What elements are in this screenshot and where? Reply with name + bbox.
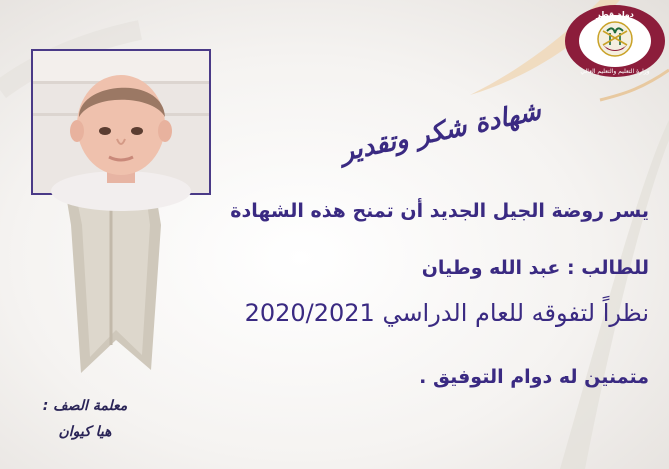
student-name-line: للطالب : عبد الله وطيان <box>421 257 649 279</box>
teacher-label: معلمة الصف : <box>42 398 128 414</box>
teacher-name: هيا كيوان <box>58 424 112 440</box>
wishes-line: متمنين له دوام التوفيق . <box>419 366 649 388</box>
ribbon-icon <box>66 195 176 390</box>
certificate-title-text: شهادة شكر وتقدير <box>338 96 544 168</box>
svg-text:وزارة التعليم والتعليم العالي: وزارة التعليم والتعليم العالي <box>580 68 650 75</box>
child-portrait-icon <box>33 51 209 193</box>
svg-text:دولة قطر: دولة قطر <box>596 10 634 19</box>
ministry-logo-icon <box>563 3 667 79</box>
student-photo <box>31 49 211 195</box>
certificate-title <box>338 88 544 168</box>
certificate-line-1: يسر روضة الجيل الجديد أن تمنح هذه الشهادة <box>230 200 649 222</box>
academic-year-line: نظراً لتفوقه للعام الدراسي 2020/2021 <box>244 299 649 327</box>
